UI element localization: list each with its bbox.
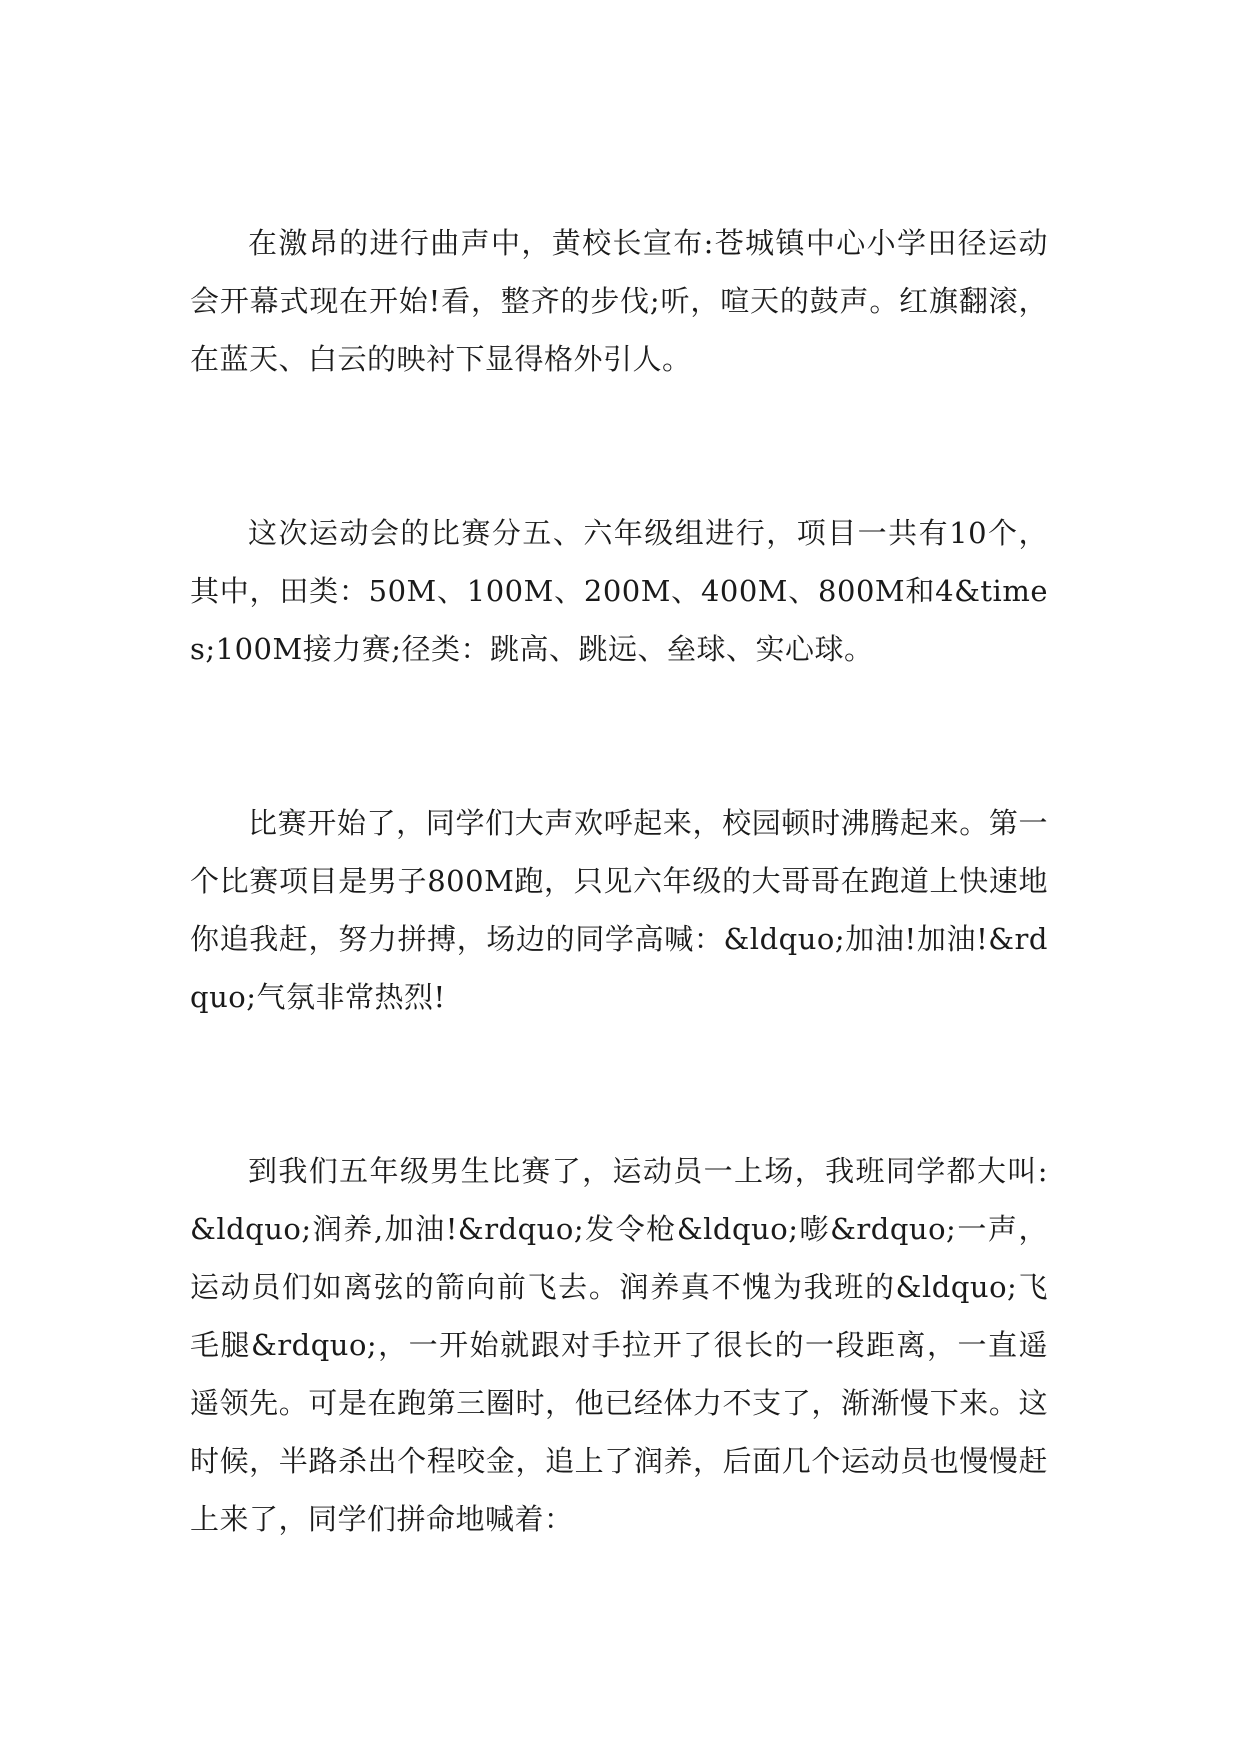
paragraph-event-list: 这次运动会的比赛分五、六年级组进行，项目一共有10个，其中，田类：50M、100M、200M、400M、800M和4&times;100M接力赛;径类：跳高、跳远、垒球、实心球。	[190, 516, 1048, 666]
paragraph-grade-five-race: 到我们五年级男生比赛了，运动员一上场，我班同学都大叫:&ldquo;润养,加油!&rdquo;发令枪&ldquo;嘭&rdquo;一声，运动员们如离弦的箭向前飞去。润养真不愧为我班的&ldquo;飞毛腿&rdquo;，一开始就跟对手拉开了很长的一段距离，一直遥遥领先。可是在跑第三圈时，他已经体力不支了，渐渐慢下来。这时候，半路杀出个程咬金，追上了润养，后面几个运动员也慢慢赶上来了，同学们拼命地喊着：	[190, 1154, 1048, 1536]
document-body	[190, 214, 1048, 1548]
paragraph-race-start: 比赛开始了，同学们大声欢呼起来，校园顿时沸腾起来。第一个比赛项目是男子800M跑，只见六年级的大哥哥在跑道上快速地你追我赶，努力拼搏，场边的同学高喊：&ldquo;加油!加油!&rdquo;气氛非常热烈!	[190, 806, 1048, 1014]
paragraph-opening-ceremony: 在激昂的进行曲声中，黄校长宣布:苍城镇中心小学田径运动会开幕式现在开始!看，整齐的步伐;听，喧天的鼓声。红旗翻滚，在蓝天、白云的映衬下显得格外引人。	[190, 226, 1048, 376]
